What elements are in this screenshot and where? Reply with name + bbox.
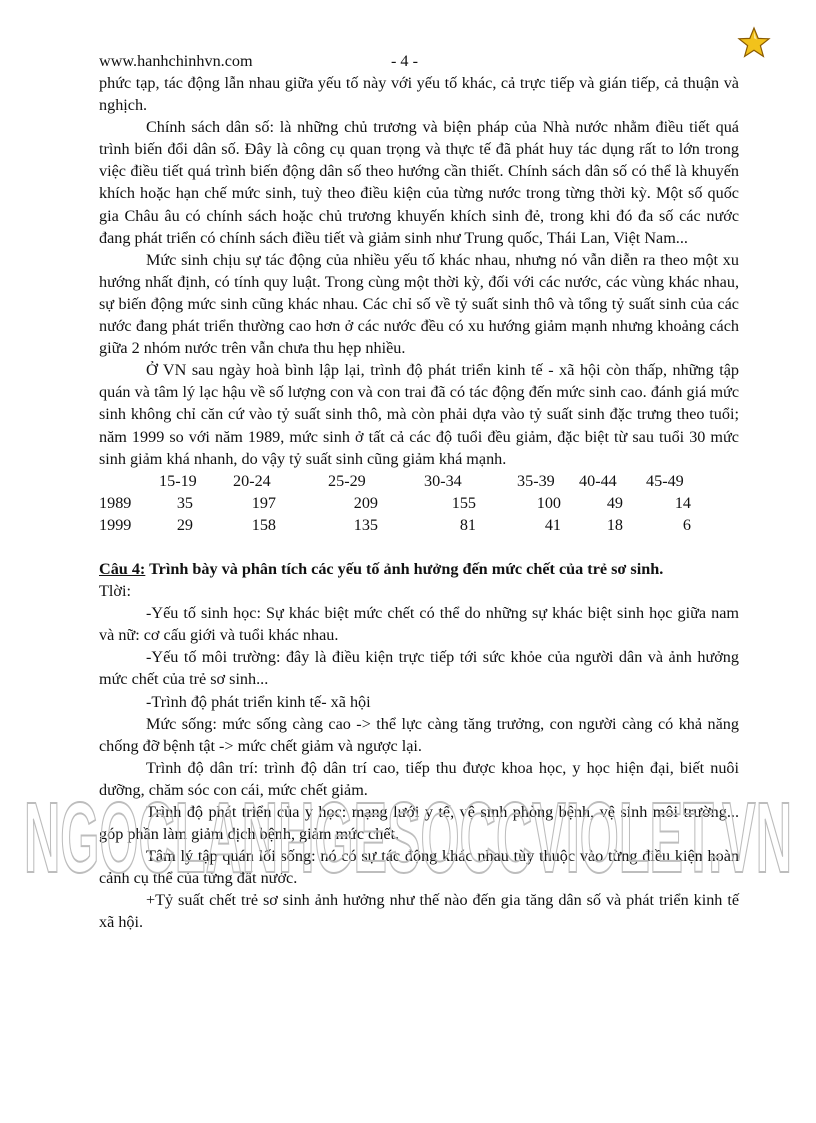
answer-customs: Tâm lý tập quán lối sống: nó có sự tác động khác nhau tùy thuộc vào từng điều kiện hoàn cảnh cụ thể của từng đất nước.: [99, 847, 739, 888]
table-cell: 29: [176, 515, 193, 534]
fertility-table: [99, 470, 711, 536]
table-cell: 18: [606, 515, 623, 534]
header-site: www.hanhchinhvn.com: [99, 52, 253, 70]
table-cell: 41: [544, 515, 561, 534]
question-heading: [99, 558, 739, 580]
watermark-text: NGOCLANHGESOCCVIOLET.VN: [24, 788, 792, 888]
table-cell: 14: [674, 493, 691, 512]
table-cell: 49: [606, 493, 623, 512]
answer-biological: -Yếu tố sinh học: Sự khác biệt mức chết có thể do những sự khác biệt sinh học giữa nam và nữ: cơ cấu giới và tuổi khác nhau.: [99, 604, 739, 645]
table-row-year: 1989: [99, 493, 132, 512]
answer-medicine: Trình độ phát triển của y học: mạng lưới y tế, vệ sinh phòng bệnh, vệ sinh môi trường... góp phần làm giảm dịch bệnh, giảm mức chết.: [99, 803, 739, 844]
paragraph-fertility-trend: Mức sinh chịu sự tác động của nhiều yếu tố khác nhau, nhưng nó vẫn diễn ra theo một xu hướng nhất định, có tính quy luật. Trong cùng một thời kỳ, đối với các nước, các vùng khác nhau, sự biến động mức sinh cũng khác nhau. Các chỉ số về tỷ suất sinh thô và tổng tỷ suất sinh của các nước đang phát triển thường cao hơn ở các nước đều có xu hướng giảm mạnh nhưng khoảng cách giữa 2 nhóm nước trên vẫn chưa thu hẹp nhiều.: [99, 250, 739, 358]
paragraph-continuation: phức tạp, tác động lẫn nhau giữa yếu tố này với yếu tố khác, cả trực tiếp và gián tiếp, cả thuận và nghịch.: [99, 74, 739, 115]
answer-socioeconomic: -Trình độ phát triển kinh tế- xã hội: [146, 692, 371, 711]
table-row: [99, 492, 711, 514]
answer-impact: +Tỷ suất chết trẻ sơ sinh ảnh hưởng như thế nào đến gia tăng dân số và phát triển kinh tế xã hội.: [99, 891, 739, 932]
table-cell: 158: [251, 515, 276, 534]
answer-education: Trình độ dân trí: trình độ dân trí cao, tiếp thu được khoa học, y học hiện đại, biết nuôi dưỡng, chăm sóc con cái, mức chết giảm.: [99, 758, 739, 799]
page-header: [99, 50, 739, 72]
answer-environment: -Yếu tố môi trường: đây là điều kiện trực tiếp tới sức khỏe của người dân và ảnh hưởng mức chết của trẻ sơ sinh...: [99, 648, 739, 689]
page-number: - 4 -: [391, 52, 418, 70]
table-row: [99, 514, 711, 536]
star-icon: [737, 26, 771, 60]
table-header: 15-19: [159, 471, 197, 490]
table-header: 25-29: [328, 471, 366, 490]
table-row-year: 1999: [99, 515, 132, 534]
table-cell: 135: [353, 515, 378, 534]
paragraph-population-policy: Chính sách dân số: là những chủ trương và biện pháp của Nhà nước nhằm điều tiết quá trình biến đổi dân số. Đây là công cụ quan trọng và thực tế đã phát huy tác dụng rất to lớn trong việc điều tiết quá trình biến động dân số theo hướng cần thiết. Chính sách dân số có thể là khuyến khích hoặc hạn chế mức sinh, tuỳ theo điều kiện của từng nước trong từng thời kỳ. Một số quốc gia Châu âu có chính sách hoặc chủ trương khuyến khích sinh đẻ, trong khi đó đa số các nước đang phát triển có chính sách điều tiết và giảm sinh như Trung quốc, Thái Lan, Việt Nam...: [99, 118, 739, 247]
table-cell: 155: [451, 493, 476, 512]
table-cell: 100: [536, 493, 561, 512]
table-cell: 209: [353, 493, 378, 512]
table-header: 20-24: [233, 471, 271, 490]
table-header: 45-49: [646, 471, 684, 490]
document-page: [99, 50, 739, 934]
paragraph-vietnam-fertility: Ở VN sau ngày hoà bình lập lại, trình độ phát triển kinh tế - xã hội còn thấp, những tập quán và tâm lý lạc hậu về số lượng con và con trai đã có tác động đến mức sinh cao. đánh giá mức sinh không chỉ căn cứ vào tỷ suất sinh thô, mà còn phải dựa vào tỷ suất sinh đặc trưng theo tuổi; năm 1999 so với năm 1989, mức sinh ở tất cả các độ tuổi đều giảm, đặc biệt từ sau tuổi 30 mức sinh giảm khá nhanh, do vậy tỷ suất sinh cũng giảm khá mạnh.: [99, 361, 739, 468]
table-cell: 35: [176, 493, 193, 512]
table-cell: 81: [459, 515, 476, 534]
answer-label: Tlời:: [99, 582, 131, 601]
table-header-row: [99, 470, 711, 492]
table-cell: 6: [682, 515, 691, 534]
question-text: Trình bày và phân tích các yếu tố ảnh hưởng đến mức chết của trẻ sơ sinh.: [145, 559, 664, 578]
table-cell: 197: [251, 493, 276, 512]
table-header: 40-44: [579, 471, 617, 490]
answer-living-standard: Mức sống: mức sống càng cao -> thể lực càng tăng trưởng, con người càng có khả năng chống đỡ bệnh tật -> mức chết giảm và ngược lại.: [99, 714, 739, 755]
question-label: Câu 4:: [99, 559, 146, 578]
table-header: 30-34: [424, 471, 462, 490]
table-header: 35-39: [517, 471, 555, 490]
